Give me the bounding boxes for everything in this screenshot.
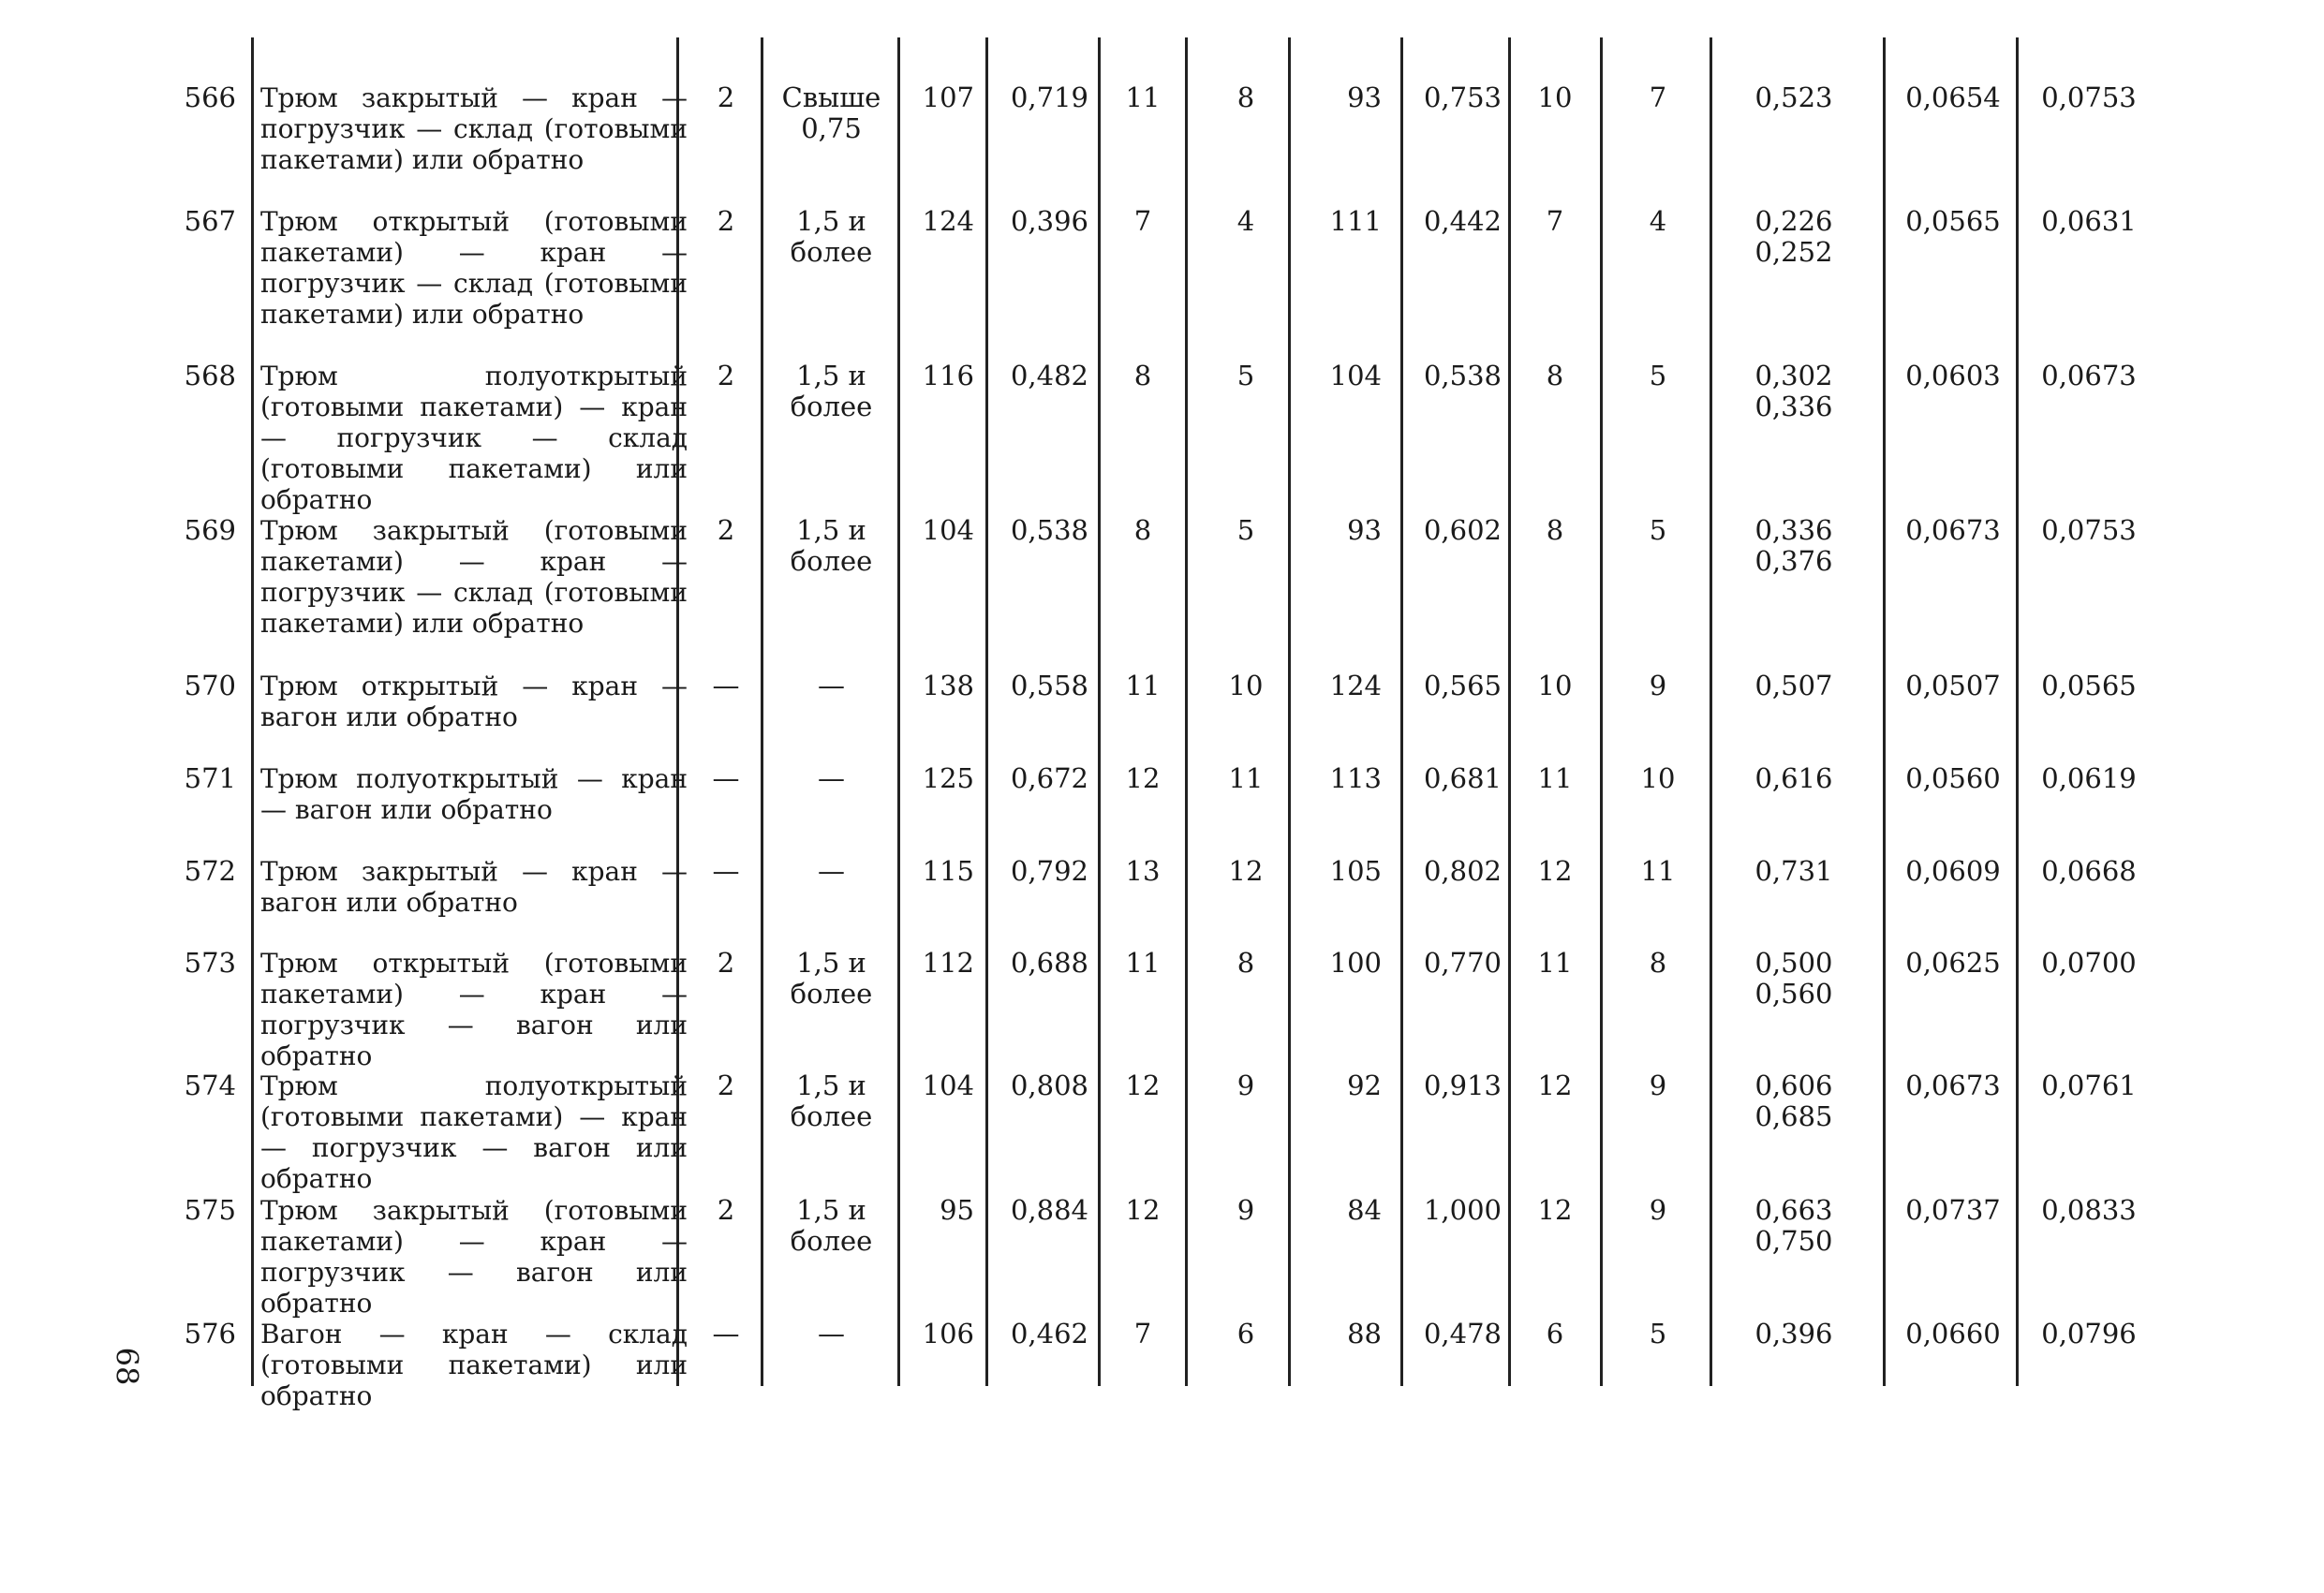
operation-description: Трюм открытый (готовыми пакетами) — кран — погрузчик — склад (готовыми пакетами) или обратно xyxy=(260,206,688,330)
operation-description: Трюм закрытый — кран — вагон или обратно xyxy=(260,856,688,918)
col-3: 2 xyxy=(717,947,735,979)
col-13: 0,606 0,685 xyxy=(1754,1069,1833,1132)
col-4: 1,5 и более xyxy=(790,514,873,577)
col-9: 93 xyxy=(1347,81,1382,113)
col-12: 4 xyxy=(1649,205,1667,237)
col-15: 0,0700 xyxy=(2041,947,2137,979)
col-5: 124 xyxy=(922,205,974,237)
col-3: — xyxy=(712,762,740,794)
col-6: 0,462 xyxy=(1010,1318,1088,1350)
col-11: 11 xyxy=(1537,947,1573,979)
col-9: 84 xyxy=(1347,1194,1382,1226)
col-6: 0,482 xyxy=(1010,360,1088,391)
col-4: — xyxy=(818,762,845,794)
row-number: 571 xyxy=(184,762,236,794)
col-12: 9 xyxy=(1649,1069,1667,1101)
col-9: 100 xyxy=(1329,947,1382,979)
operation-description: Трюм закрытый (готовыми пакетами) — кран — погрузчик — склад (готовыми пакетами) или обратно xyxy=(260,515,688,639)
col-9: 88 xyxy=(1347,1318,1382,1350)
col-4: 1,5 и более xyxy=(790,360,873,422)
row-number: 574 xyxy=(184,1069,236,1101)
col-15: 0,0753 xyxy=(2041,81,2137,113)
column-rule xyxy=(1288,37,1291,1386)
col-15: 0,0673 xyxy=(2041,360,2137,391)
col-4: 1,5 и более xyxy=(790,947,873,1010)
col-8: 12 xyxy=(1228,855,1264,887)
col-5: 116 xyxy=(922,360,974,391)
col-12: 9 xyxy=(1649,1194,1667,1226)
col-7: 8 xyxy=(1133,360,1152,391)
col-8: 6 xyxy=(1236,1318,1255,1350)
col-13: 0,336 0,376 xyxy=(1754,514,1833,577)
col-12: 9 xyxy=(1649,670,1667,701)
col-14: 0,0660 xyxy=(1905,1318,2001,1350)
col-7: 12 xyxy=(1125,1194,1161,1226)
col-5: 104 xyxy=(922,514,974,546)
col-8: 8 xyxy=(1236,947,1255,979)
operation-description: Трюм закрытый — кран — погрузчик — склад (готовыми пакетами) или обратно xyxy=(260,82,688,175)
col-4: Свыше 0,75 xyxy=(781,81,881,144)
col-13: 0,523 xyxy=(1754,81,1833,113)
col-7: 12 xyxy=(1125,1069,1161,1101)
col-15: 0,0833 xyxy=(2041,1194,2137,1226)
col-5: 125 xyxy=(922,762,974,794)
col-15: 0,0619 xyxy=(2041,762,2137,794)
col-15: 0,0668 xyxy=(2041,855,2137,887)
col-5: 104 xyxy=(922,1069,974,1101)
col-7: 7 xyxy=(1133,1318,1152,1350)
row-number: 569 xyxy=(184,514,236,546)
col-7: 13 xyxy=(1125,855,1161,887)
operation-description: Трюм полуоткрытый — кран — вагон или обратно xyxy=(260,763,688,825)
col-14: 0,0737 xyxy=(1905,1194,2001,1226)
col-6: 0,396 xyxy=(1010,205,1088,237)
col-5: 115 xyxy=(922,855,974,887)
col-8: 9 xyxy=(1236,1194,1255,1226)
col-9: 105 xyxy=(1329,855,1382,887)
col-12: 5 xyxy=(1649,514,1667,546)
col-11: 7 xyxy=(1546,205,1564,237)
col-3: — xyxy=(712,1318,740,1350)
norms-table xyxy=(0,37,2324,1411)
col-9: 113 xyxy=(1329,762,1382,794)
col-6: 0,688 xyxy=(1010,947,1088,979)
col-9: 111 xyxy=(1329,205,1382,237)
col-10: 0,565 xyxy=(1423,670,1502,701)
col-13: 0,731 xyxy=(1754,855,1833,887)
column-rule xyxy=(1098,37,1101,1386)
row-number: 576 xyxy=(184,1318,236,1350)
row-number: 567 xyxy=(184,205,236,237)
col-13: 0,663 0,750 xyxy=(1754,1194,1833,1257)
column-rule xyxy=(251,37,254,1386)
col-15: 0,0761 xyxy=(2041,1069,2137,1101)
operation-description: Трюм полуоткрытый (готовыми пакетами) — кран — погрузчик — вагон или обратно xyxy=(260,1070,688,1194)
operation-description: Трюм открытый (готовыми пакетами) — кран — погрузчик — вагон или обратно xyxy=(260,948,688,1071)
col-12: 8 xyxy=(1649,947,1667,979)
col-14: 0,0673 xyxy=(1905,514,2001,546)
col-8: 10 xyxy=(1228,670,1264,701)
col-4: 1,5 и более xyxy=(790,1069,873,1132)
col-10: 0,913 xyxy=(1423,1069,1502,1101)
col-10: 0,602 xyxy=(1423,514,1502,546)
column-rule xyxy=(897,37,900,1386)
col-4: — xyxy=(818,1318,845,1350)
col-4: — xyxy=(818,670,845,701)
col-14: 0,0560 xyxy=(1905,762,2001,794)
operation-description: Трюм полуоткрытый (готовыми пакетами) — кран — погрузчик — склад (готовыми пакетами) или обратно xyxy=(260,361,688,515)
column-rule xyxy=(1400,37,1403,1386)
col-10: 0,478 xyxy=(1423,1318,1502,1350)
col-7: 12 xyxy=(1125,762,1161,794)
col-10: 1,000 xyxy=(1423,1194,1502,1226)
col-12: 11 xyxy=(1640,855,1676,887)
col-3: 2 xyxy=(717,81,735,113)
column-rule xyxy=(761,37,763,1386)
column-rule xyxy=(1185,37,1188,1386)
column-rule xyxy=(985,37,988,1386)
col-12: 5 xyxy=(1649,1318,1667,1350)
col-5: 112 xyxy=(922,947,974,979)
col-15: 0,0631 xyxy=(2041,205,2137,237)
col-3: 2 xyxy=(717,1069,735,1101)
col-6: 0,672 xyxy=(1010,762,1088,794)
col-7: 8 xyxy=(1133,514,1152,546)
col-14: 0,0603 xyxy=(1905,360,2001,391)
col-14: 0,0507 xyxy=(1905,670,2001,701)
row-number: 572 xyxy=(184,855,236,887)
col-3: — xyxy=(712,670,740,701)
col-13: 0,500 0,560 xyxy=(1754,947,1833,1010)
col-11: 10 xyxy=(1537,81,1573,113)
col-15: 0,0753 xyxy=(2041,514,2137,546)
row-number: 573 xyxy=(184,947,236,979)
page-number: 68 xyxy=(109,1347,145,1386)
col-8: 5 xyxy=(1236,360,1255,391)
col-9: 92 xyxy=(1347,1069,1382,1101)
col-5: 106 xyxy=(922,1318,974,1350)
row-number: 568 xyxy=(184,360,236,391)
col-3: — xyxy=(712,855,740,887)
col-15: 0,0565 xyxy=(2041,670,2137,701)
col-8: 8 xyxy=(1236,81,1255,113)
col-4: — xyxy=(818,855,845,887)
operation-description: Вагон — кран — склад (готовыми пакетами) или обратно xyxy=(260,1319,688,1411)
col-14: 0,0565 xyxy=(1905,205,2001,237)
col-9: 93 xyxy=(1347,514,1382,546)
col-7: 11 xyxy=(1125,81,1161,113)
col-14: 0,0609 xyxy=(1905,855,2001,887)
col-6: 0,558 xyxy=(1010,670,1088,701)
col-7: 11 xyxy=(1125,670,1161,701)
col-8: 4 xyxy=(1236,205,1255,237)
col-13: 0,302 0,336 xyxy=(1754,360,1833,422)
column-rule xyxy=(1600,37,1603,1386)
col-8: 5 xyxy=(1236,514,1255,546)
col-9: 104 xyxy=(1329,360,1382,391)
col-3: 2 xyxy=(717,205,735,237)
col-6: 0,538 xyxy=(1010,514,1088,546)
col-3: 2 xyxy=(717,360,735,391)
col-10: 0,753 xyxy=(1423,81,1502,113)
col-11: 11 xyxy=(1537,762,1573,794)
col-13: 0,616 xyxy=(1754,762,1833,794)
col-5: 138 xyxy=(922,670,974,701)
col-6: 0,719 xyxy=(1010,81,1088,113)
col-3: 2 xyxy=(717,1194,735,1226)
col-5: 95 xyxy=(940,1194,974,1226)
col-12: 7 xyxy=(1649,81,1667,113)
row-number: 575 xyxy=(184,1194,236,1226)
col-12: 5 xyxy=(1649,360,1667,391)
col-6: 0,792 xyxy=(1010,855,1088,887)
col-8: 11 xyxy=(1228,762,1264,794)
col-6: 0,808 xyxy=(1010,1069,1088,1101)
col-11: 12 xyxy=(1537,1194,1573,1226)
col-4: 1,5 и более xyxy=(790,1194,873,1257)
col-11: 12 xyxy=(1537,855,1573,887)
col-10: 0,802 xyxy=(1423,855,1502,887)
col-12: 10 xyxy=(1640,762,1676,794)
column-rule xyxy=(2016,37,2019,1386)
operation-description: Трюм закрытый (готовыми пакетами) — кран — погрузчик — вагон или обратно xyxy=(260,1195,688,1319)
col-9: 124 xyxy=(1329,670,1382,701)
col-8: 9 xyxy=(1236,1069,1255,1101)
col-11: 6 xyxy=(1546,1318,1564,1350)
col-10: 0,770 xyxy=(1423,947,1502,979)
col-7: 11 xyxy=(1125,947,1161,979)
col-11: 8 xyxy=(1546,360,1564,391)
column-rule xyxy=(1883,37,1886,1386)
col-5: 107 xyxy=(922,81,974,113)
col-13: 0,507 xyxy=(1754,670,1833,701)
col-11: 8 xyxy=(1546,514,1564,546)
col-10: 0,442 xyxy=(1423,205,1502,237)
col-3: 2 xyxy=(717,514,735,546)
col-11: 10 xyxy=(1537,670,1573,701)
row-number: 570 xyxy=(184,670,236,701)
col-11: 12 xyxy=(1537,1069,1573,1101)
operation-description: Трюм открытый — кран — вагон или обратно xyxy=(260,671,688,732)
col-10: 0,681 xyxy=(1423,762,1502,794)
col-15: 0,0796 xyxy=(2041,1318,2137,1350)
col-6: 0,884 xyxy=(1010,1194,1088,1226)
column-rule xyxy=(1508,37,1511,1386)
row-number: 566 xyxy=(184,81,236,113)
col-10: 0,538 xyxy=(1423,360,1502,391)
col-13: 0,396 xyxy=(1754,1318,1833,1350)
col-14: 0,0625 xyxy=(1905,947,2001,979)
col-4: 1,5 и более xyxy=(790,205,873,268)
col-7: 7 xyxy=(1133,205,1152,237)
column-rule xyxy=(1710,37,1712,1386)
col-14: 0,0654 xyxy=(1905,81,2001,113)
col-13: 0,226 0,252 xyxy=(1754,205,1833,268)
col-14: 0,0673 xyxy=(1905,1069,2001,1101)
